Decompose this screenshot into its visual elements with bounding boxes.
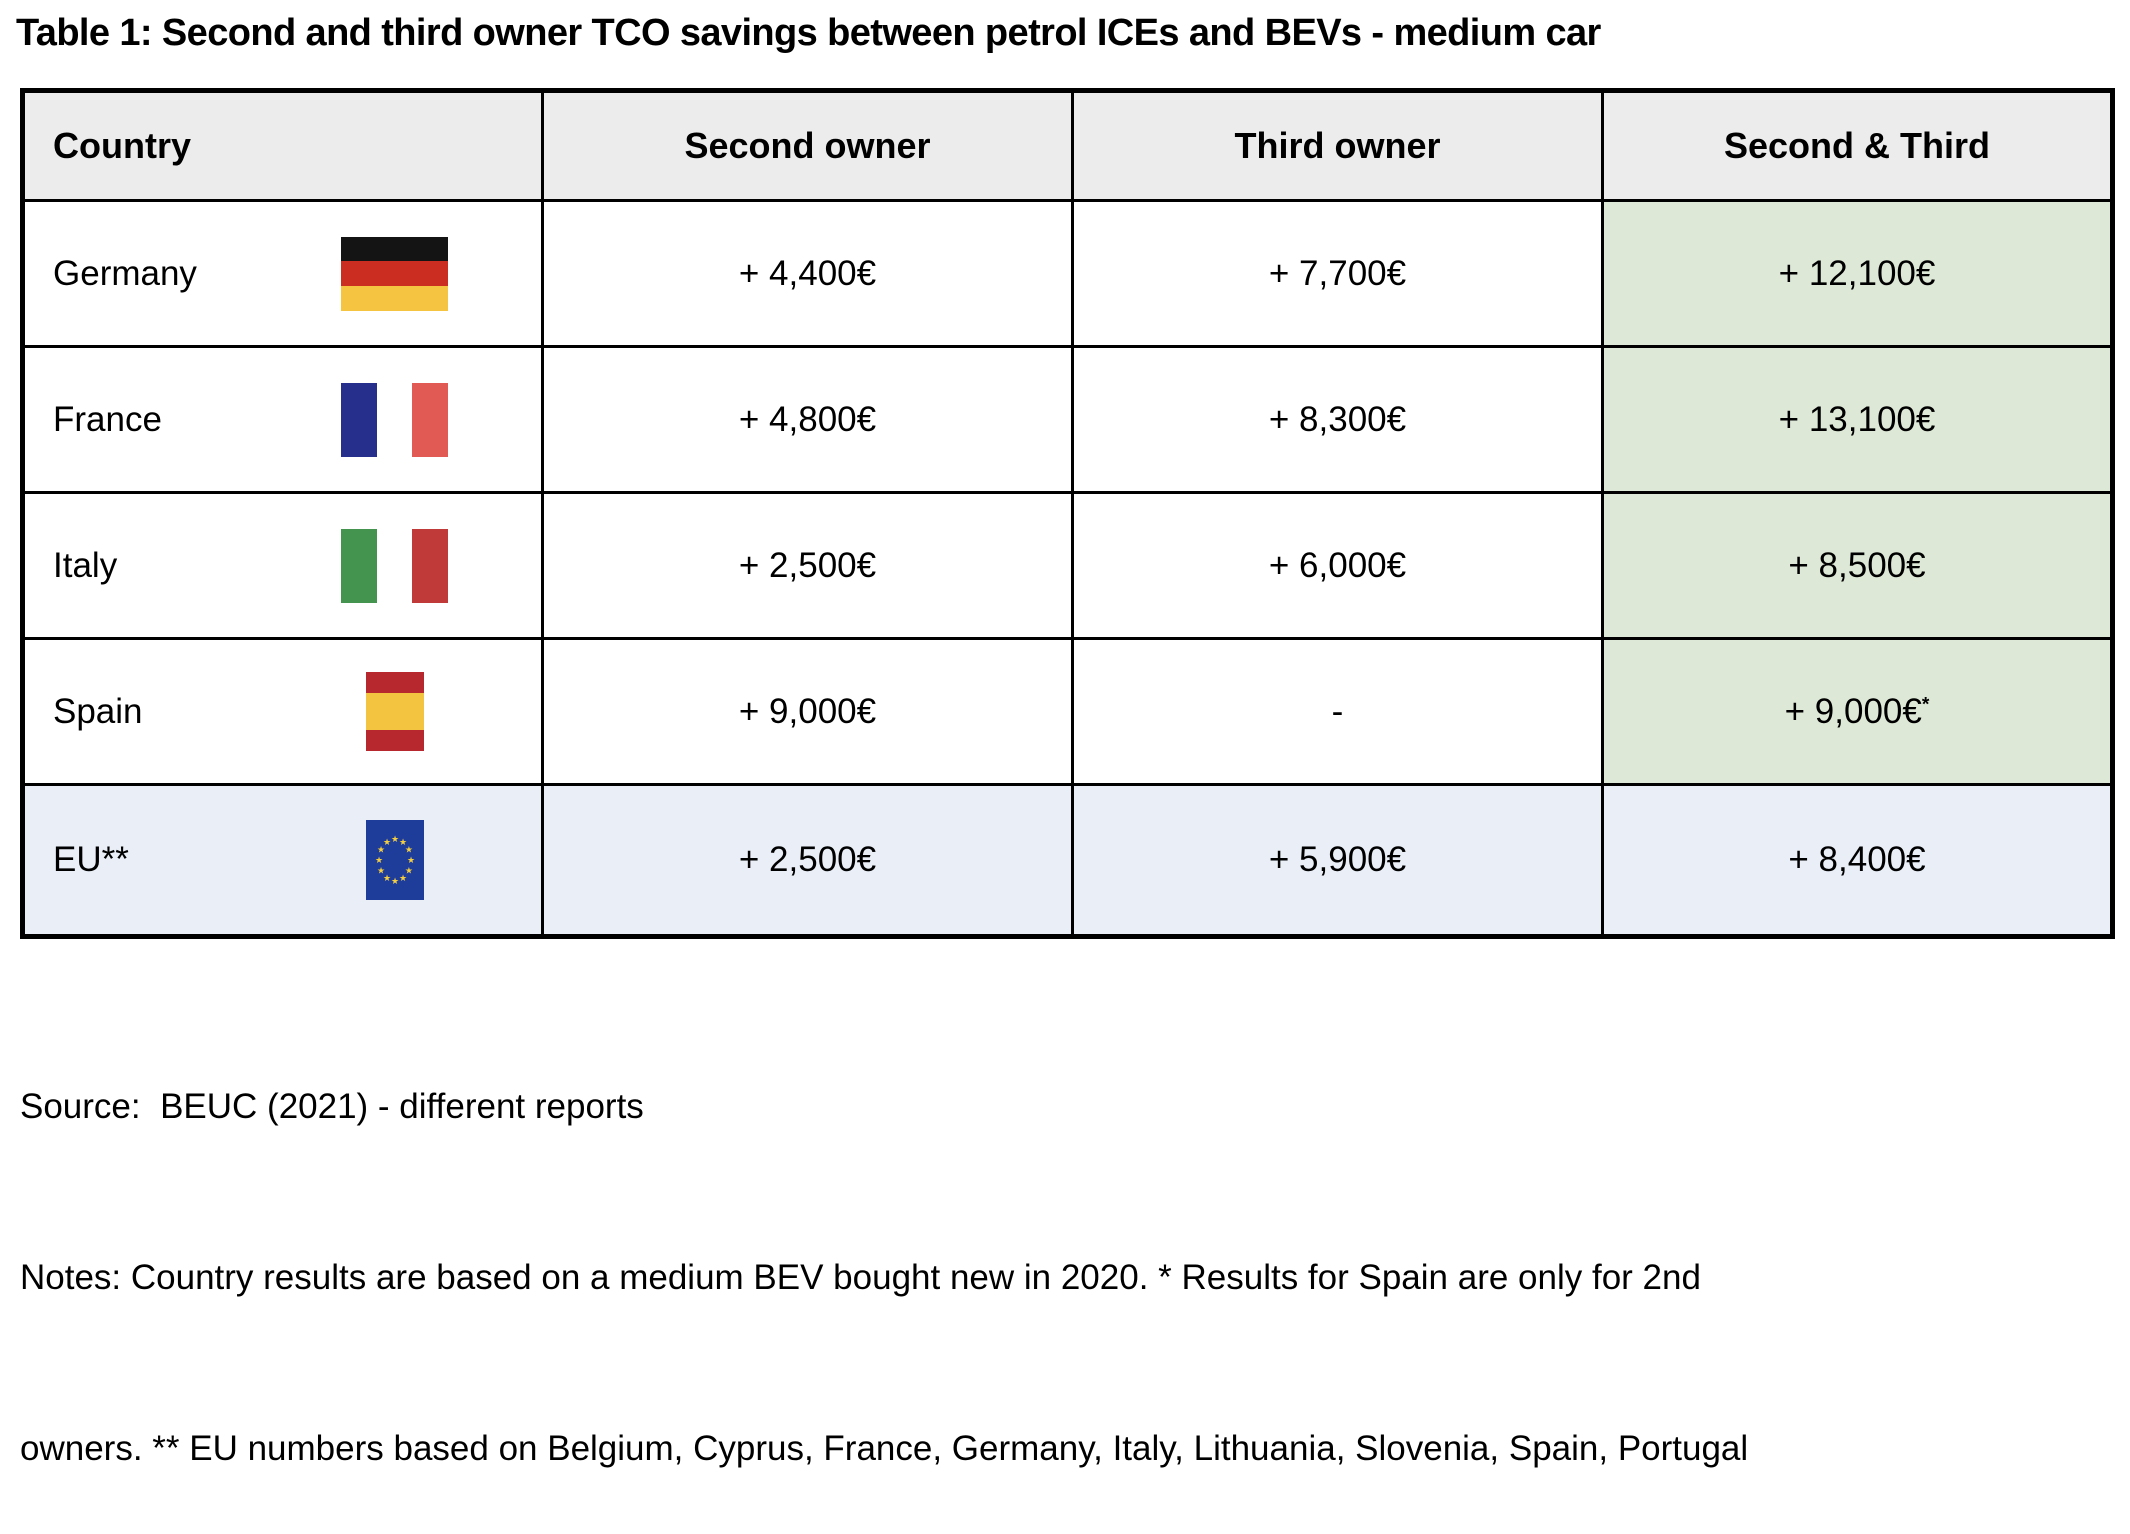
italy-flag-icon [341,529,448,603]
flag-stripe [366,730,424,752]
country-cell [23,785,543,937]
svg-text:★: ★ [382,874,392,885]
combined-value: + 9,000€ [1784,691,1922,731]
table-row-eu [23,785,2113,937]
spain-flag-icon [366,672,424,752]
flag-stripe [341,286,448,311]
country-cell [23,201,543,347]
flag-stripe [341,261,448,286]
combined-value: + 12,100€ [1778,253,1936,293]
second-owner-value: + 4,400€ [543,201,1073,347]
country-label: Spain [53,691,143,731]
svg-text:★: ★ [390,877,400,887]
footer [20,964,2115,1534]
svg-text:★: ★ [390,835,400,845]
combined-value: + 8,400€ [1788,840,1926,879]
page-title: Table 1: Second and third owner TCO savings between petrol ICEs and BEVs - medium car [16,12,1601,54]
combined-value-cell [1603,201,2113,347]
country-label: Italy [53,545,118,585]
tco-savings-table [20,88,2115,939]
flag-stripe [377,383,413,457]
combined-value: + 8,500€ [1788,545,1926,585]
svg-text:★: ★ [374,856,384,866]
flag-stripe [341,529,377,603]
flag-stripe [412,529,448,603]
country-label: Germany [53,253,197,293]
flag-stripe [377,529,413,603]
table-row-france [23,347,2113,493]
notes-line-2: owners. ** EU numbers based on Belgium, Cyprus, France, Germany, Italy, Lithuania, Slovenia, Spain, Portugal [20,1429,1749,1468]
combined-value-cell [1603,347,2113,493]
third-owner-value: - [1073,639,1603,785]
country-cell [23,493,543,639]
second-owner-value: + 2,500€ [543,785,1073,937]
header-row [23,91,2113,201]
combined-note-marker: * [1921,693,1930,715]
svg-text:★: ★ [404,845,413,856]
svg-text:★: ★ [382,837,392,848]
svg-text:★: ★ [404,866,413,877]
svg-text:★: ★ [398,874,408,885]
combined-value-cell [1603,785,2113,937]
third-owner-value: + 8,300€ [1073,347,1603,493]
flag-stripe [341,383,377,457]
third-owner-value: + 6,000€ [1073,493,1603,639]
country-cell [23,347,543,493]
svg-text:★: ★ [406,856,416,866]
combined-value-cell [1603,493,2113,639]
column-header-second-owner: Second owner [543,91,1073,201]
flag-stripe [366,693,424,730]
flag-stripe [341,237,448,262]
column-header-country: Country [23,91,543,201]
eu-flag-icon [366,820,424,900]
germany-flag-icon [341,237,448,311]
combined-value: + 13,100€ [1778,399,1936,439]
svg-text:★: ★ [377,866,386,877]
country-label: France [53,399,162,439]
country-cell [23,639,543,785]
third-owner-value: + 5,900€ [1073,785,1603,937]
country-label: EU** [53,840,129,879]
second-owner-value: + 4,800€ [543,347,1073,493]
second-owner-value: + 2,500€ [543,493,1073,639]
combined-value-cell [1603,639,2113,785]
flag-stripe [412,383,448,457]
third-owner-value: + 7,700€ [1073,201,1603,347]
column-header-third-owner: Third owner [1073,91,1603,201]
column-header-second-and-third: Second & Third [1603,91,2113,201]
svg-text:★: ★ [377,845,386,856]
second-owner-value: + 9,000€ [543,639,1073,785]
table-row-germany [23,201,2113,347]
flag-stripe [366,672,424,694]
table-row-italy [23,493,2113,639]
notes-line-1: Notes: Country results are based on a medium BEV bought new in 2020. * Results for Spain are only for 2nd [20,1258,1701,1297]
table-row-spain [23,639,2113,785]
source-line: Source: BEUC (2021) - different reports [20,1087,644,1126]
france-flag-icon [341,383,448,457]
svg-text:★: ★ [398,837,408,848]
